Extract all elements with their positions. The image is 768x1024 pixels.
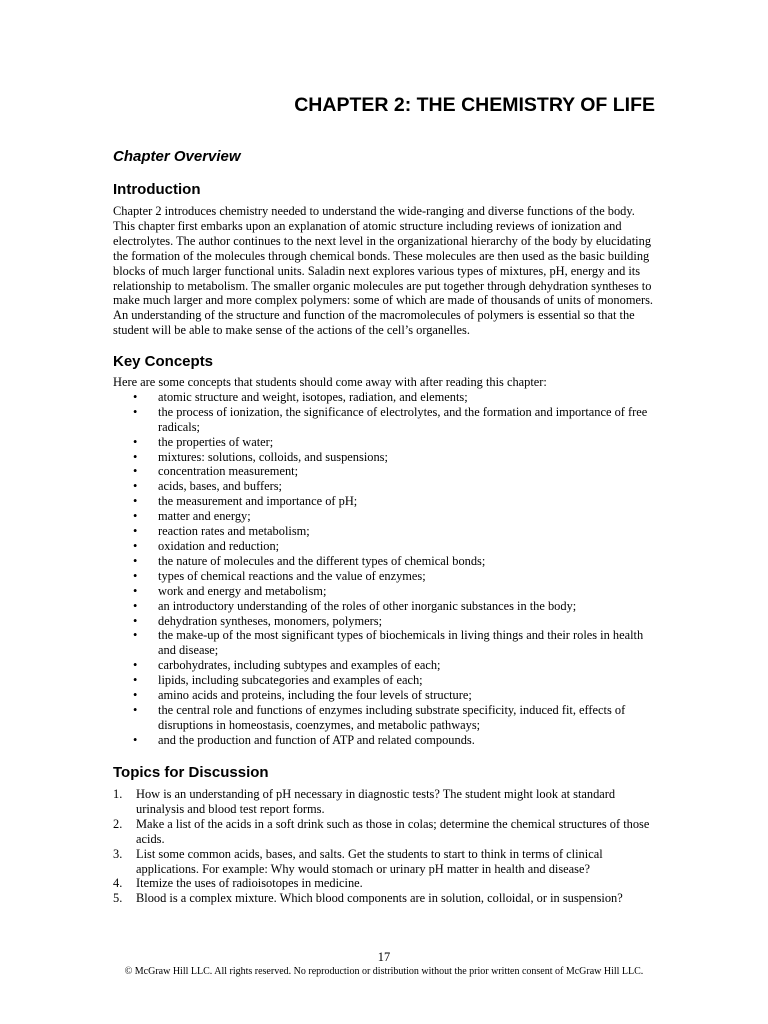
key-concept-text: atomic structure and weight, isotopes, radiation, and elements; <box>158 389 468 404</box>
key-concept-item <box>113 733 658 748</box>
bullet-icon: • <box>133 702 138 717</box>
discussion-topic-item <box>113 891 658 906</box>
bullet-icon: • <box>133 434 138 449</box>
key-concepts-section <box>113 352 658 748</box>
topics-for-discussion-section <box>113 763 658 906</box>
key-concept-item <box>113 539 658 554</box>
introduction-paragraph: Chapter 2 introduces chemistry needed to understand the wide-ranging and diverse functions of the body. This chapter first embarks upon an explanation of atomic structure including reviews of ionization and electrolytes. The author continues to the next level in the organizational hierarchy of the body by elucidating the formation of the molecules through chemical bonds. These molecules are then used as the basic building blocks of much larger functional units. Saladin next explores various types of mixtures, pH, energy and its relationship to metabolism. The smaller organic molecules are put together through dehydration syntheses to make much larger and more complex polymers: some of which are made of thousands of units of monomers. An understanding of the structure and function of the macromolecules of polymers is essential so that the student will be able to make sense of the actions of the cell’s organelles. <box>113 204 654 338</box>
key-concept-item <box>113 584 658 599</box>
key-concept-text: and the production and function of ATP and related compounds. <box>158 732 475 747</box>
bullet-icon: • <box>133 479 138 494</box>
introduction-heading: Introduction <box>113 181 201 198</box>
key-concept-item <box>113 405 658 435</box>
bullet-icon: • <box>133 658 138 673</box>
key-concept-text: the process of ionization, the significance of electrolytes, and the formation and importance of free radicals; <box>158 404 648 434</box>
topic-text: Make a list of the acids in a soft drink such as those in colas; determine the chemical structures of those acids. <box>136 816 650 846</box>
key-concept-text: concentration measurement; <box>158 464 299 479</box>
key-concept-text: dehydration syntheses, monomers, polymers; <box>158 613 383 628</box>
key-concept-item <box>113 450 658 465</box>
bullet-icon: • <box>133 732 138 747</box>
bullet-icon: • <box>133 449 138 464</box>
topics-for-discussion-heading: Topics for Discussion <box>113 764 269 781</box>
key-concept-item <box>113 688 658 703</box>
topic-number: 4. <box>113 876 123 891</box>
page-number: 17 <box>377 950 391 964</box>
key-concept-text: types of chemical reactions and the value of enzymes; <box>158 568 426 583</box>
bullet-icon: • <box>133 464 138 479</box>
key-concept-item <box>113 673 658 688</box>
key-concept-item <box>113 614 658 629</box>
key-concept-item <box>113 464 658 479</box>
key-concept-item <box>113 703 658 733</box>
bullet-icon: • <box>133 583 138 598</box>
introduction-section <box>113 180 658 338</box>
key-concept-text: carbohydrates, including subtypes and examples of each; <box>158 658 441 673</box>
bullet-icon: • <box>133 524 138 539</box>
discussion-topic-item <box>113 847 658 877</box>
key-concept-text: work and energy and metabolism; <box>158 583 327 598</box>
topic-text: List some common acids, bases, and salts. Get the students to start to think in terms of clinical applications. For example: Why would stomach or urinary pH matter in health and disease? <box>136 846 603 876</box>
bullet-icon: • <box>133 509 138 524</box>
key-concept-text: an introductory understanding of the roles of other inorganic substances in the body; <box>158 598 577 613</box>
key-concept-text: the properties of water; <box>158 434 274 449</box>
key-concept-item <box>113 509 658 524</box>
key-concept-text: the measurement and importance of pH; <box>158 494 358 509</box>
key-concept-text: acids, bases, and buffers; <box>158 479 282 494</box>
key-concept-item <box>113 599 658 614</box>
topic-number: 1. <box>113 787 123 801</box>
discussion-topic-item <box>113 817 658 847</box>
topic-text: Itemize the uses of radioisotopes in medicine. <box>136 876 363 891</box>
key-concept-item <box>113 658 658 673</box>
page-footer <box>0 950 768 978</box>
topic-number: 5. <box>113 891 123 906</box>
bullet-icon: • <box>133 389 138 404</box>
key-concept-item <box>113 569 658 584</box>
copyright-notice: © McGraw Hill LLC. All rights reserved. No reproduction or distribution without the prior written consent of McGraw Hill LLC. <box>124 966 644 977</box>
key-concept-text: mixtures: solutions, colloids, and suspensions; <box>158 449 388 464</box>
bullet-icon: • <box>133 494 138 509</box>
key-concept-item <box>113 554 658 569</box>
chapter-title: CHAPTER 2: THE CHEMISTRY OF LIFE <box>294 94 655 116</box>
key-concept-item <box>113 435 658 450</box>
bullet-icon: • <box>133 598 138 613</box>
bullet-icon: • <box>133 673 138 688</box>
key-concept-text: matter and energy; <box>158 509 251 524</box>
key-concept-text: the make-up of the most significant types of biochemicals in living things and their roles in health and disease; <box>158 628 644 658</box>
key-concepts-list <box>113 390 658 748</box>
bullet-icon: • <box>133 538 138 553</box>
chapter-overview-heading: Chapter Overview <box>113 148 241 165</box>
topic-number: 3. <box>113 846 123 861</box>
key-concept-text: oxidation and reduction; <box>158 538 280 553</box>
key-concept-text: lipids, including subcategories and examples of each; <box>158 673 423 688</box>
bullet-icon: • <box>133 568 138 583</box>
bullet-icon: • <box>133 404 138 419</box>
key-concept-text: amino acids and proteins, including the four levels of structure; <box>158 688 472 703</box>
key-concept-text: the nature of molecules and the different types of chemical bonds; <box>158 553 486 568</box>
bullet-icon: • <box>133 553 138 568</box>
key-concept-item <box>113 390 658 405</box>
topic-text: How is an understanding of pH necessary in diagnostic tests? The student might look at standard urinalysis and blood test report forms. <box>136 787 616 816</box>
topic-text: Blood is a complex mixture. Which blood components are in solution, colloidal, or in suspension? <box>136 891 623 906</box>
key-concepts-heading: Key Concepts <box>113 353 214 370</box>
key-concept-item <box>113 494 658 509</box>
discussion-topic-item <box>113 876 658 891</box>
key-concepts-lead: Here are some concepts that students should come away with after reading this chapter: <box>113 375 547 389</box>
key-concept-item <box>113 628 658 658</box>
key-concept-item <box>113 479 658 494</box>
bullet-icon: • <box>133 613 138 628</box>
topic-number: 2. <box>113 816 123 831</box>
discussion-topics-list <box>113 787 658 906</box>
key-concept-text: the central role and functions of enzymes including substrate specificity, induced fit, effects of disruptions in homeostasis, coenzymes, and metabolic pathways; <box>158 702 626 732</box>
bullet-icon: • <box>133 628 138 643</box>
discussion-topic-item <box>113 787 658 817</box>
key-concept-item <box>113 524 658 539</box>
key-concept-text: reaction rates and metabolism; <box>158 524 310 539</box>
bullet-icon: • <box>133 688 138 703</box>
